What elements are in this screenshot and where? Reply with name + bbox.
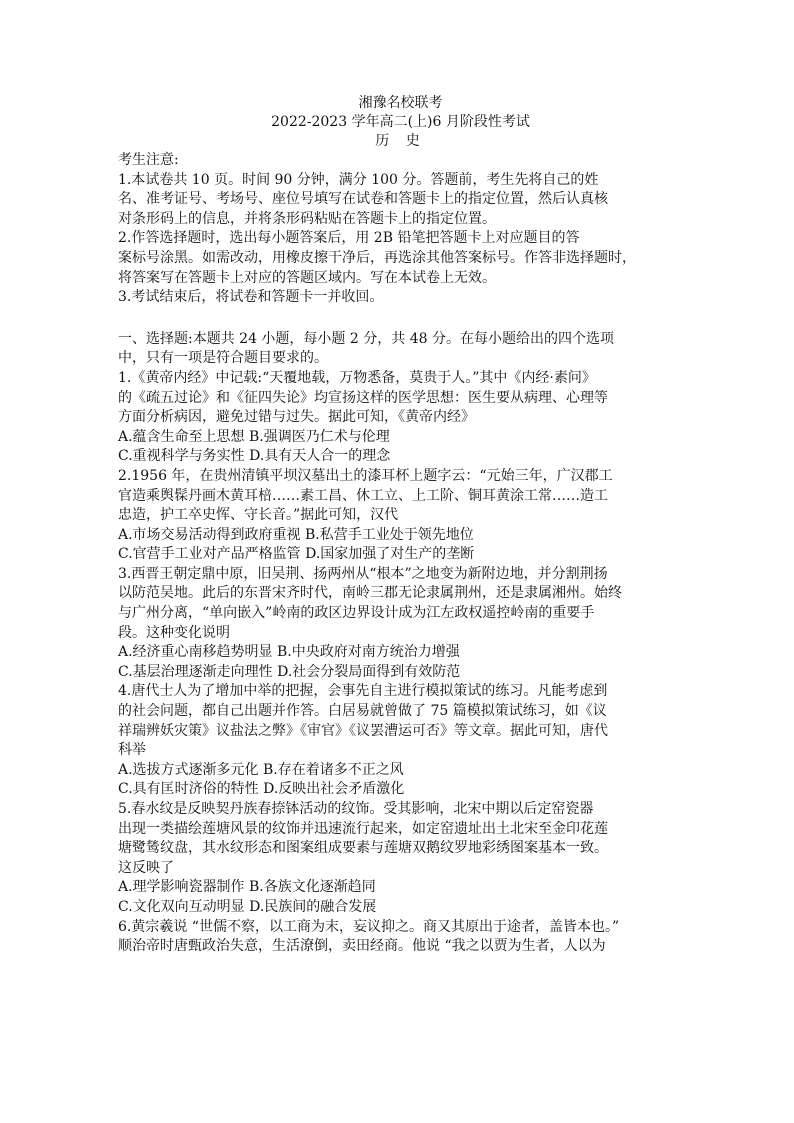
- question-line: 的社会问题，都自己出题并作答。白居易就曾做了 75 篇模拟策试练习，如《议: [118, 703, 607, 720]
- notice-line: 3.考试结束后，将试卷和答题卡一并收回。: [118, 289, 384, 306]
- question-option-line: C.重视科学与务实性 D.具有天人合一的理念: [118, 448, 391, 465]
- notice-line: 1.本试卷共 10 页。时间 90 分钟，满分 100 分。答题前，考生先将自己的姓: [118, 171, 599, 188]
- question-line: 出现一类描绘莲塘风景的纹饰并迅速流行起来，如定窑遗址出土北宋至金印花莲: [118, 820, 608, 837]
- question-line: 官造乘舆髹丹画木黄耳棓……素工昌、休工立、上工阶、铜耳黄涂工常……造工: [118, 487, 608, 504]
- question-option-line: A.经济重心南移趋势明显 B.中央政府对南方统治力增强: [118, 644, 460, 661]
- question-line: 段。这种变化说明: [118, 624, 230, 641]
- question-line: 2.1956 年，在贵州清镇平坝汉墓出土的漆耳杯上题字云：“元始三年，广汉郡工: [118, 467, 613, 484]
- question-line: 4.唐代士人为了增加中举的把握，会事先自主进行模拟策试的练习。凡能考虑到: [118, 683, 608, 700]
- question-line: 5.春水纹是反映契丹族春捺钵活动的纹饰。受其影响，北宋中期以后定窑瓷器: [118, 801, 594, 817]
- question-line: 与广州分离，“单向嵌入”岭南的政区边界设计成为江左政权遥控岭南的重要手: [118, 605, 595, 622]
- question-line: 3.西晋王朝定鼎中原，旧吴荆、扬两州从“根本”之地变为新附边地，并分割荆扬: [118, 565, 608, 582]
- question-option-line: A.市场交易活动得到政府重视 B.私营手工业处于领先地位: [118, 526, 474, 543]
- notice-line: 案标号涂黑。如需改动，用橡皮擦干净后，再选涂其他答案标号。作答非选择题时，: [118, 249, 636, 266]
- exam-subject: 历 史: [375, 133, 426, 149]
- question-line: 这反映了: [118, 859, 174, 876]
- question-line: 以防范吴地。此后的东晋宋齐时代，南岭三郡无论隶属荆州，还是隶属湘州。始终: [118, 585, 622, 602]
- exam-org: 湘豫名校联考: [358, 95, 443, 111]
- notice-line: 名、准考证号、考场号、座位号填写在试卷和答题卡上的指定位置，然后认真核: [118, 191, 608, 208]
- question-line: 顺治帝时唐甄政治失意，生活潦倒，卖田经商。他说 “我之以贾为生者，人以为: [118, 938, 606, 955]
- question-line: 的《疏五过论》和《征四失论》均宣扬这样的医学思想：医生要从病理、心理等: [118, 389, 608, 406]
- question-option-line: C.官营手工业对产品严格监管 D.国家加强了对生产的垄断: [118, 546, 475, 563]
- question-line: 6.黄宗羲说 “世儒不察，以工商为末，妄议抑之。商又其原出于途者，盖皆本也。”: [118, 918, 620, 935]
- question-option-line: C.文化双向互动明显 D.民族间的融合发展: [118, 898, 377, 915]
- exam-page: [118, 94, 683, 957]
- question-line: 1.《黄帝内经》中记载:“天覆地载，万物悉备，莫贵于人。”其中《内经·素问》: [118, 369, 596, 386]
- question-option-line: A.理学影响瓷器制作 B.各族文化逐渐趋同: [118, 879, 376, 896]
- notice-line: 对条形码上的信息，并将条形码粘贴在答题卡上的指定位置。: [118, 210, 496, 227]
- section-line: 中，只有一项是符合题目要求的。: [118, 350, 328, 367]
- question-line: 塘鹭鸶纹盘，其水纹形态和图案组成要素与莲塘双鹅纹罗地彩绣图案基本一致。: [118, 840, 608, 857]
- notice-title: 考生注意:: [118, 152, 179, 168]
- exam-header: [118, 94, 683, 151]
- question-line: 科举: [118, 742, 146, 759]
- notice-line: 将答案写在答题卡上对应的答题区域内。写在本试卷上无效。: [118, 269, 496, 286]
- section-line: 一、选择题:本题共 24 小题，每小题 2 分，共 48 分。在每小题给出的四个选项: [118, 330, 614, 347]
- notice-block: [118, 151, 683, 308]
- question-option-line: A.选拔方式逐渐多元化 B.存在着诸多不正之风: [118, 761, 404, 778]
- notice-line: 2.作答选择题时，选出每小题答案后，用 2B 铅笔把答题卡上对应题目的答: [118, 230, 580, 247]
- question-line: 忠造，护工卒史恽、守长音。”据此可知，汉代: [118, 507, 399, 524]
- question-list: [118, 369, 683, 957]
- question-option-line: A.蕴含生命至上思想 B.强调医乃仁术与伦理: [118, 428, 390, 445]
- question-line: 祥瑞辨妖灾策》议盐法之弊》《审官》《议罢漕运可否》等文章。据此可知，唐代: [118, 722, 608, 739]
- question-line: 方面分析病因，避免过错与过失。据此可知，《黄帝内经》: [118, 409, 475, 426]
- exam-title: 2022-2023 学年高二(上)6 月阶段性考试: [271, 114, 530, 130]
- question-option-line: C.基层治理逐渐走向理性 D.社会分裂局面得到有效防范: [118, 663, 461, 680]
- question-option-line: C.具有匡时济俗的特性 D.反映出社会矛盾激化: [118, 781, 405, 798]
- section-one-heading: [118, 330, 683, 369]
- section-gap: [118, 308, 683, 330]
